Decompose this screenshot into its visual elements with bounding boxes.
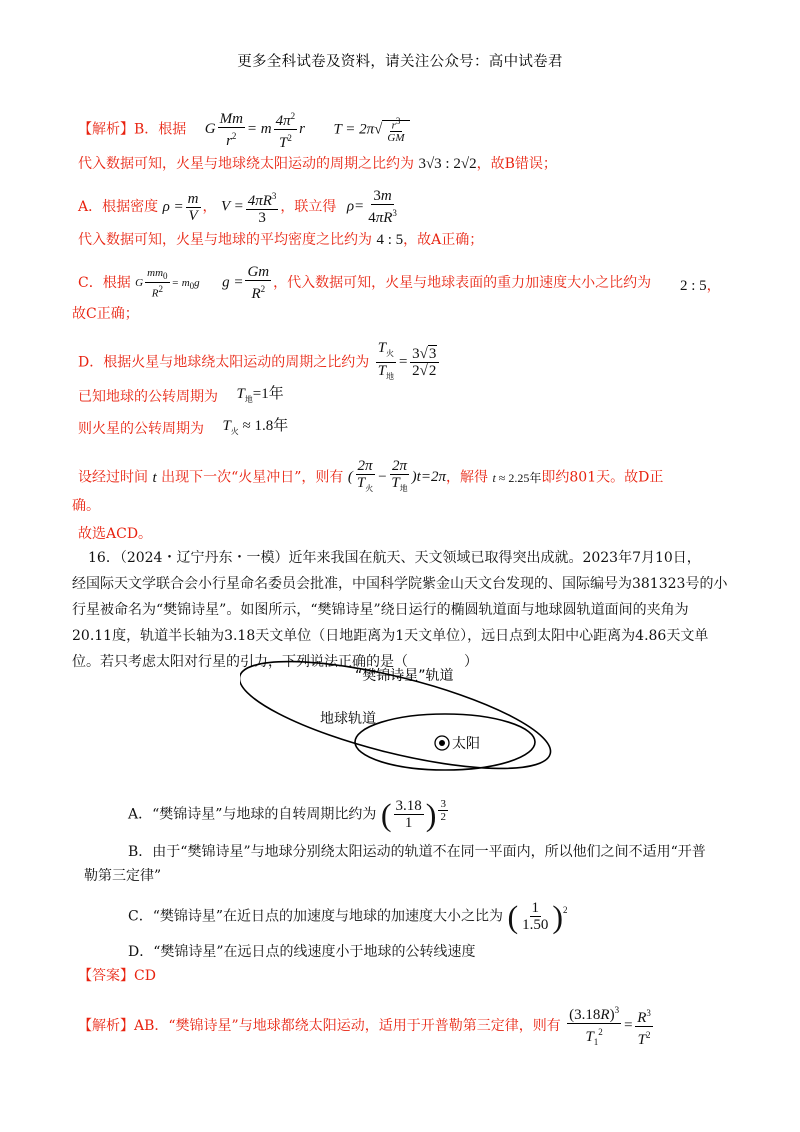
label-sun: 太阳	[452, 736, 480, 752]
option-a-formula: ( $\frac{3.18}{1}$ ) $\frac{3}{2}$	[380, 796, 446, 833]
formula-period: T = 2π√ $\frac{r^3}{GM}$	[333, 115, 409, 145]
label-earth-orbit: 地球轨道	[320, 711, 376, 727]
formula-surface-gravity: G $\frac{mm_0}{R^2}$ = $m_0g$	[135, 266, 200, 300]
gravity-ratio-line: 2 : 5，	[680, 278, 721, 294]
solution-b-result: 代入数据可知，火星与地球绕太阳运动的周期之比约为 3√3 : 2√2，故B错误；	[78, 156, 557, 172]
formula-density: ρ = $\frac{m}{V}$	[162, 190, 199, 224]
formula-earth-period: $T_地=1$年	[236, 386, 284, 404]
formula-period-ratio: $\frac{T_火}{T_地}$ = $\frac{3√3}{2√2}$	[374, 340, 442, 385]
option-d: D．“樊锦诗星”在远日点的线速度小于地球的公转线速度	[128, 944, 476, 960]
solution-a-result: 代入数据可知，火星与地球的平均密度之比约为 4 : 5，故A正确；	[78, 232, 484, 248]
option-b-line-1: B．由于“樊锦诗星”与地球分别绕太阳运动的轨道不在同一平面内，所以他们之间不适用“开普	[128, 844, 706, 860]
q16-line-1: 16．（2024・辽宁丹东・一模）近年来我国在航天、天文领域已取得突出成就。2023年7月10日，	[88, 550, 701, 566]
solution-b-line	[78, 108, 410, 151]
q16-line-5: 位。若只考虑太阳对行星的引力，下列说法正确的是（ ）	[72, 654, 478, 670]
solution-d-conclusion: 确。	[72, 498, 100, 514]
q16-line-4: 20.11度，轨道半长轴为3.18天文单位（日地距离为1天文单位），远日点到太阳中心距离为4.86天文单	[72, 628, 709, 644]
solution-c-line: C．根据 G $\frac{mm_0}{R^2}$ = $m_0g$ g = $\frac{Gm}{R^2}$ ，代入数据可知，火星与地球表面的重力加速度大小之比约为	[78, 264, 652, 302]
solution-b-prefix: B．根据	[134, 121, 187, 138]
answer-value: CD	[134, 968, 156, 984]
formula-mars-period: $T_火 \approx 1.8$年	[222, 418, 289, 436]
solution-c-conclusion: 故C正确；	[72, 306, 139, 322]
solution-d-line: D．根据火星与地球绕太阳运动的周期之比约为 $\frac{T_火}{T_地}$ = $\frac{3√3}{2√2}$	[78, 340, 441, 385]
solution-a-line: A．根据密度 ρ = $\frac{m}{V}$ ， V = $\frac{4\pi R^3}{3}$ ，联立得 ρ= $\frac{3m}{4\pi R^3}$	[78, 188, 401, 226]
solution-d-opposition: 设经过时间 t 出现下一次“火星冲日”，则有 ( $\frac{2\pi}{T_火}$ − $\frac{2\pi}{T_地}$ )t=2π，解得 t ≈ 2.25年即约801天。故D正	[78, 458, 663, 497]
solution-d-earth-period: 已知地球的公转周期为 $T_地=1$年	[78, 384, 284, 410]
gravity-ratio-value: 2 : 5	[680, 278, 707, 294]
page-header: 更多全科试卷及资料，请关注公众号：高中试卷君	[237, 54, 563, 70]
option-c-formula: ( $\frac{1}{1.50}$ )$^2$	[507, 898, 568, 935]
formula-g: g = $\frac{Gm}{R^2}$	[222, 264, 270, 302]
earth-orbit	[355, 714, 535, 770]
formula-gravitation: G $\frac{Mm}{r^2}$ = m $\frac{4\pi^2}{T^2}$ r	[205, 108, 305, 151]
density-ratio-value: 4 : 5	[376, 232, 404, 248]
formula-opposition: ( $\frac{2\pi}{T_火}$ − $\frac{2\pi}{T_地}$ )t=2π	[347, 458, 446, 493]
analysis-tag: 【解析】	[78, 121, 134, 138]
orbit-diagram	[240, 660, 560, 780]
solution-d-mars-period: 则火星的公转周期为 $T_火 \approx 1.8$年	[78, 416, 288, 442]
option-c: C．“樊锦诗星”在近日点的加速度与地球的加速度大小之比为 ( $\frac{1}{1.50}$ )$^2$	[128, 898, 568, 935]
analysis-line: 【解析】AB．“樊锦诗星”与地球都绕太阳运动，适用于开普勒第三定律，则有 $\frac{(3.18R)^3}{T_1^2}$ = $\frac{R^3}{T^2}$	[78, 1002, 655, 1050]
formula-volume: V = $\frac{4\pi R^3}{3}$	[221, 188, 280, 226]
q16-line-3: 行星被命名为“樊锦诗星”。如图所示，“樊锦诗星”绕日运行的椭圆轨道面与地球圆轨道面间的夹角为	[72, 602, 689, 618]
period-ratio-value: 3√3 : 2√2	[418, 156, 477, 172]
formula-density-combined: ρ= $\frac{3m}{4\pi R^3}$	[346, 188, 397, 226]
option-a: A．“樊锦诗星”与地球的自转周期比约为 ( $\frac{3.18}{1}$ ) $\frac{3}{2}$	[128, 798, 450, 831]
answer-line: 【答案】CD	[78, 968, 156, 984]
final-choice: 故选ACD。	[78, 526, 153, 542]
q16-line-2: 经国际天文学联合会小行星命名委员会批准，中国科学院紫金山天文台发现的、国际编号为381323号的小	[72, 576, 728, 592]
formula-result-time: t ≈ 2.25年	[492, 470, 542, 485]
option-b-line-2: 勒第三定律”	[84, 868, 162, 884]
label-asteroid-orbit: “樊锦诗星”轨道	[355, 668, 454, 684]
formula-kepler: $\frac{(3.18R)^3}{T_1^2}$ = $\frac{R^3}{T^2}$	[565, 1002, 655, 1050]
